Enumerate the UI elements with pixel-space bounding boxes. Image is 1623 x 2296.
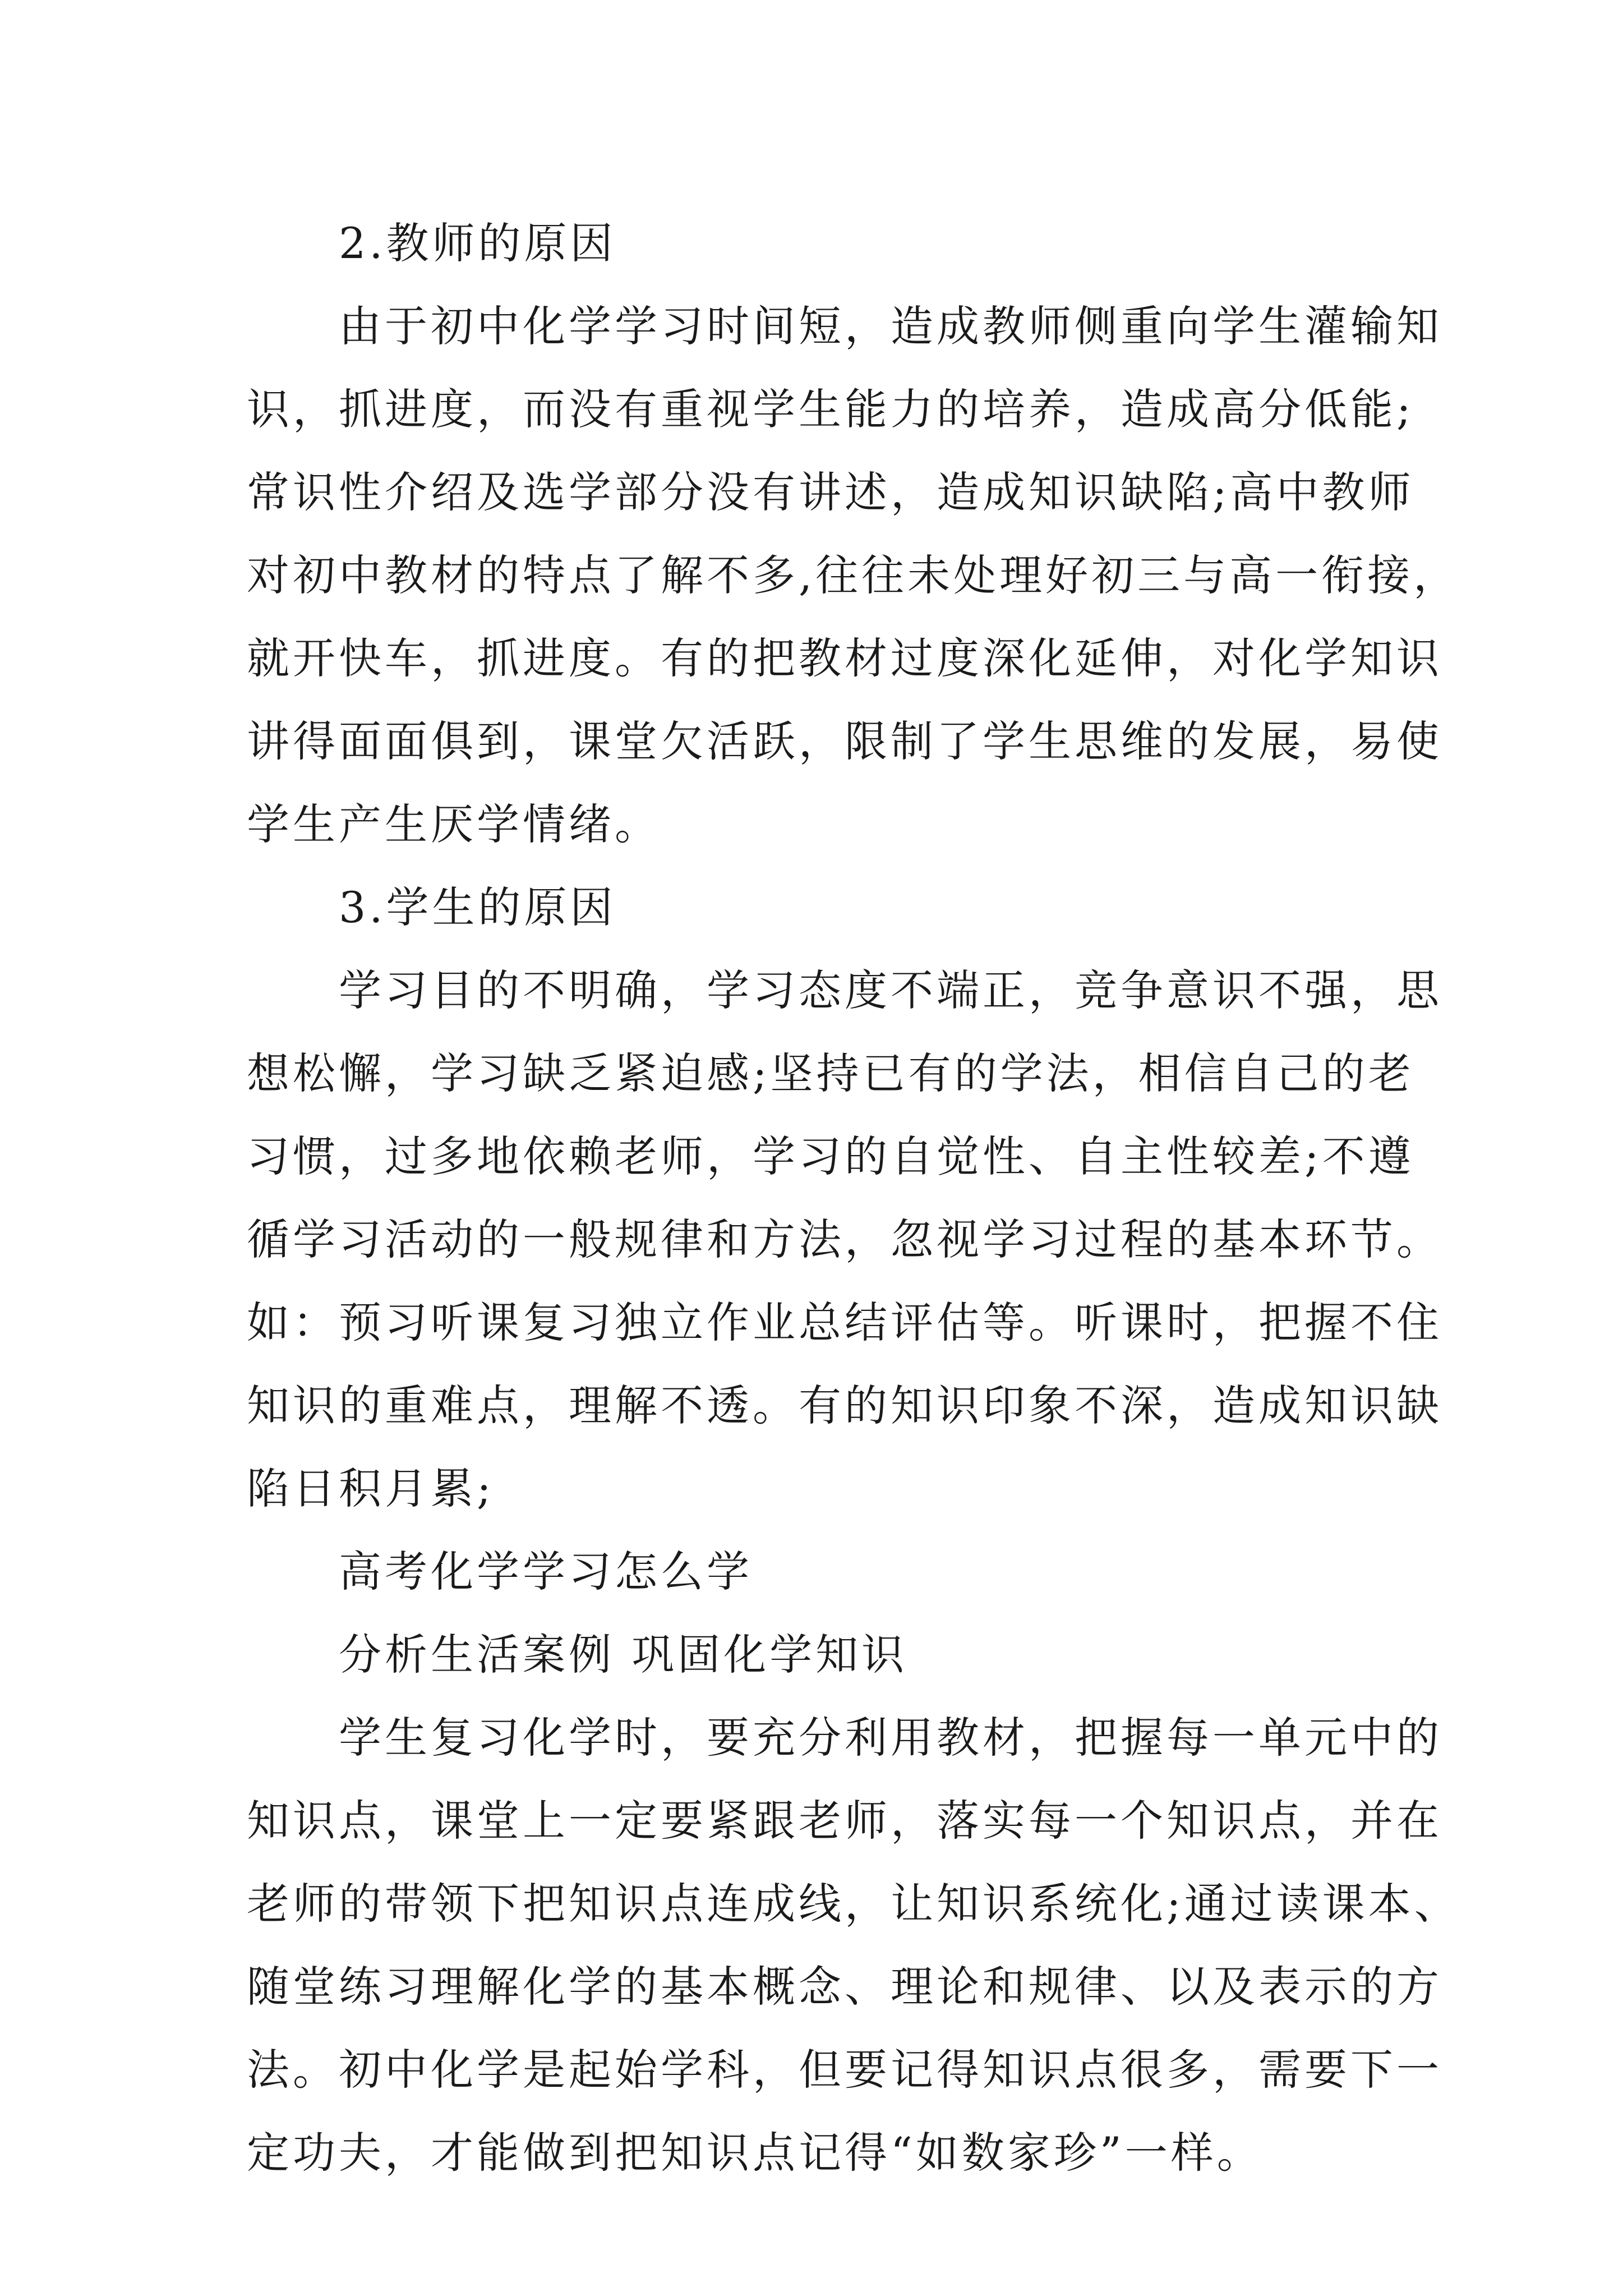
paragraph-line: 由于初中化学学习时间短，造成教师侧重向学生灌输知 <box>339 301 1442 351</box>
paragraph-line: 循学习活动的一般规律和方法，忽视学习过程的基本环节。 <box>247 1214 1442 1264</box>
paragraph-line: 常识性介绍及选学部分没有讲述，造成知识缺陷;高中教师 <box>247 467 1414 517</box>
paragraph-line: 如：预习听课复习独立作业总结评估等。听课时，把握不住 <box>247 1297 1442 1347</box>
paragraph-line: 习惯，过多地依赖老师，学习的自觉性、自主性较差;不遵 <box>247 1131 1414 1181</box>
paragraph-line: 法。初中化学是起始学科，但要记得知识点很多，需要下一 <box>247 2045 1442 2095</box>
document-body <box>247 202 1460 2194</box>
paragraph-line: 就开快车，抓进度。有的把教材过度深化延伸，对化学知识 <box>247 633 1442 683</box>
paragraph-line: 想松懈，学习缺乏紧迫感;坚持已有的学法，相信自己的老 <box>247 1048 1414 1098</box>
paragraph-line: 随堂练习理解化学的基本概念、理论和规律、以及表示的方 <box>247 1962 1442 2012</box>
section-heading-student-reasons: 3.学生的原因 <box>339 882 616 932</box>
paragraph-line: 定功夫，才能做到把知识点记得“如数家珍”一样。 <box>247 2128 1263 2178</box>
subtitle-analyze-cases: 分析生活案例 巩固化学知识 <box>339 1630 908 1680</box>
paragraph-line: 知识点，课堂上一定要紧跟老师，落实每一个知识点，并在 <box>247 1796 1442 1846</box>
section-heading-teacher-reasons: 2.教师的原因 <box>339 218 616 268</box>
paragraph-line: 对初中教材的特点了解不多,往往未处理好初三与高一衔接， <box>247 550 1460 600</box>
paragraph-line: 识，抓进度，而没有重视学生能力的培养，造成高分低能; <box>247 384 1414 434</box>
paragraph-line: 学习目的不明确，学习态度不端正，竞争意识不强，思 <box>339 965 1442 1015</box>
subtitle-how-to-study: 高考化学学习怎么学 <box>339 1547 753 1596</box>
paragraph-line: 学生复习化学时，要充分利用教材，把握每一单元中的 <box>339 1713 1442 1763</box>
paragraph-line: 老师的带领下把知识点连成线，让知识系统化;通过读课本、 <box>247 1879 1460 1929</box>
paragraph-line: 学生产生厌学情绪。 <box>247 799 661 849</box>
paragraph-line: 知识的重难点，理解不透。有的知识印象不深，造成知识缺 <box>247 1381 1442 1430</box>
paragraph-line: 陷日积月累; <box>247 1464 495 1513</box>
paragraph-line: 讲得面面俱到，课堂欠活跃，限制了学生思维的发展，易使 <box>247 716 1442 766</box>
